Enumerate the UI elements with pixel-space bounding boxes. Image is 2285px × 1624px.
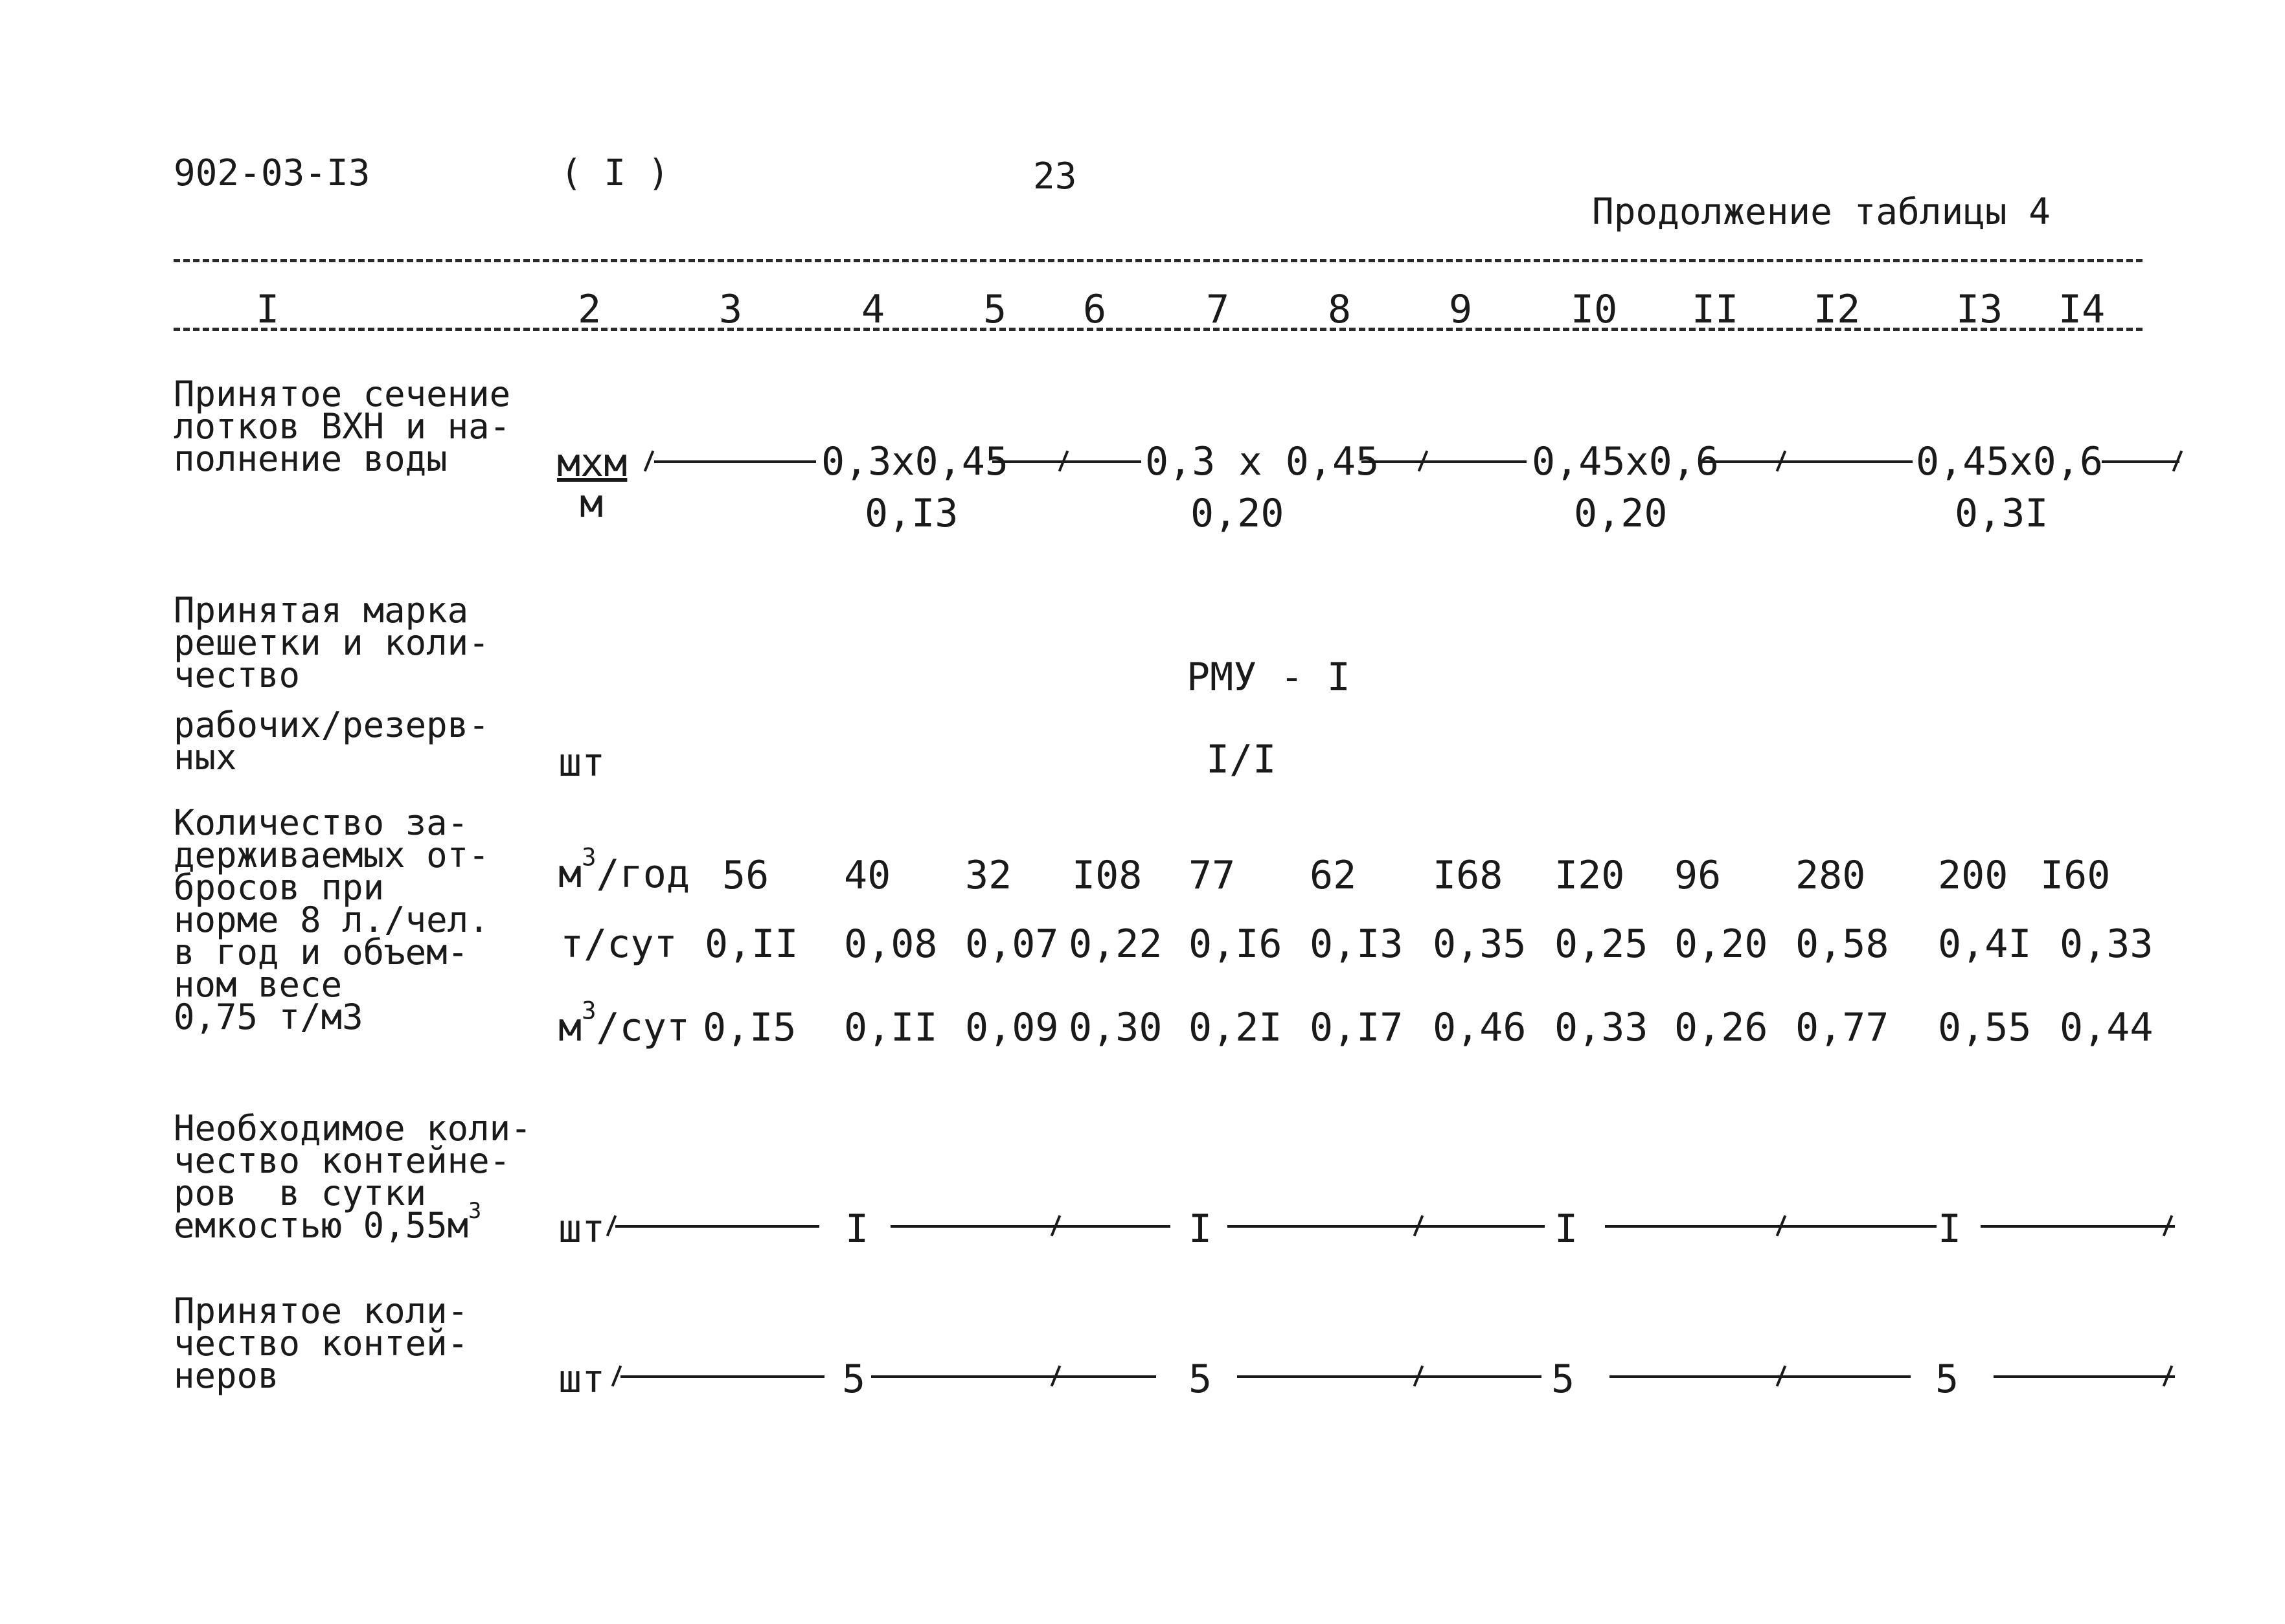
value-cell: I60 bbox=[2040, 853, 2111, 898]
section-size: 0,45х0,6 bbox=[1532, 439, 1719, 484]
grate-mark: РМУ - I bbox=[1187, 655, 1350, 700]
value-cell: 0,35 bbox=[1433, 921, 1527, 967]
grate-count: I/I bbox=[1206, 737, 1277, 782]
section-fill: 0,20 bbox=[1190, 491, 1284, 536]
unit-section-bottom: м bbox=[580, 481, 604, 526]
value-cell: 0,I5 bbox=[703, 1005, 797, 1050]
document-number: 902-03-I3 bbox=[174, 152, 370, 194]
range-line bbox=[1981, 1225, 2175, 1228]
value-cell: 0,I6 bbox=[1188, 921, 1282, 967]
range-tick bbox=[644, 450, 654, 471]
value-cell: 77 bbox=[1188, 853, 1236, 898]
page-number: 23 bbox=[1033, 155, 1077, 197]
range-line bbox=[2102, 460, 2179, 463]
unit-waste-ton: т/сут bbox=[560, 921, 677, 967]
value-cell: 0,30 bbox=[1069, 1005, 1163, 1050]
column-number: II bbox=[1692, 287, 1739, 332]
range-line bbox=[992, 460, 1141, 463]
unit-containers-needed: шт bbox=[558, 1206, 606, 1252]
value-cell: 200 bbox=[1938, 853, 2008, 898]
containers-accepted-value: 5 bbox=[1551, 1357, 1575, 1402]
range-line bbox=[620, 1375, 824, 1378]
value-cell: 0,I7 bbox=[1310, 1005, 1404, 1050]
unit-waste-m3: $м^3$/сут bbox=[558, 996, 690, 1050]
column-number: 6 bbox=[1083, 287, 1107, 332]
column-number: I2 bbox=[1813, 287, 1861, 332]
value-cell: 0,58 bbox=[1795, 921, 1889, 967]
volume-number: ( I ) bbox=[560, 152, 670, 194]
range-line bbox=[1361, 460, 1527, 463]
value-cell: 96 bbox=[1674, 853, 1722, 898]
containers-accepted-value: 5 bbox=[1935, 1357, 1959, 1402]
section-fill: 0,I3 bbox=[865, 491, 959, 536]
table-caption: Продолжение таблицы 4 bbox=[1592, 191, 2051, 233]
value-cell: 32 bbox=[965, 853, 1012, 898]
value-cell: 0,44 bbox=[2060, 1005, 2154, 1050]
value-cell: 0,II bbox=[705, 921, 799, 967]
value-cell: I08 bbox=[1072, 853, 1142, 898]
range-line bbox=[871, 1375, 1156, 1378]
column-number: 8 bbox=[1328, 287, 1352, 332]
range-line bbox=[1994, 1375, 2175, 1378]
row-label-containers-needed: Необходимое коли- чество контейне- ров в сутки емкостью $0,55м^3$ bbox=[174, 1108, 532, 1246]
value-cell: 62 bbox=[1310, 853, 1357, 898]
value-cell: 40 bbox=[844, 853, 891, 898]
column-number: 2 bbox=[578, 287, 602, 332]
column-number: I3 bbox=[1956, 287, 2003, 332]
value-cell: 0,25 bbox=[1554, 921, 1648, 967]
value-cell: 0,33 bbox=[1554, 1005, 1648, 1050]
value-cell: I68 bbox=[1433, 853, 1503, 898]
value-cell: 280 bbox=[1795, 853, 1866, 898]
containers-needed-value: I bbox=[1938, 1206, 1962, 1252]
unit-containers-accepted: шт bbox=[558, 1357, 606, 1402]
range-line bbox=[891, 1225, 1170, 1228]
value-cell: 0,I3 bbox=[1310, 921, 1404, 967]
column-number: 4 bbox=[861, 287, 885, 332]
value-cell: 0,2I bbox=[1188, 1005, 1282, 1050]
row-label-section: Принятое сечение лотков ВХН и на- полнение воды bbox=[174, 374, 511, 479]
section-size: 0,3 х 0,45 bbox=[1145, 439, 1380, 484]
value-cell: 0,55 bbox=[1938, 1005, 2032, 1050]
column-number: 7 bbox=[1206, 287, 1230, 332]
value-cell: 0,4I bbox=[1938, 921, 2032, 967]
column-number: 3 bbox=[719, 287, 743, 332]
containers-needed-value: I bbox=[1554, 1206, 1578, 1252]
row-label-grate-units: рабочих/резерв- ных bbox=[174, 705, 490, 778]
section-fill: 0,3I bbox=[1955, 491, 2049, 536]
value-cell: 0,09 bbox=[965, 1005, 1059, 1050]
range-line bbox=[615, 1225, 819, 1228]
column-number: I4 bbox=[2058, 287, 2106, 332]
containers-accepted-value: 5 bbox=[1188, 1357, 1212, 1402]
value-cell: 0,20 bbox=[1674, 921, 1768, 967]
containers-accepted-value: 5 bbox=[842, 1357, 866, 1402]
value-cell: 0,46 bbox=[1433, 1005, 1527, 1050]
range-line bbox=[1702, 460, 1913, 463]
header-divider-top bbox=[174, 259, 2143, 262]
value-cell: 0,33 bbox=[2060, 921, 2154, 967]
section-size: 0,45х0,6 bbox=[1916, 439, 2103, 484]
value-cell: 0,08 bbox=[844, 921, 938, 967]
range-line bbox=[1237, 1375, 1541, 1378]
range-line bbox=[654, 460, 816, 463]
unit-grate: шт bbox=[558, 740, 606, 785]
row-label-grate: Принятая марка решетки и коли- чество bbox=[174, 590, 490, 695]
column-number: I bbox=[256, 287, 280, 332]
unit-waste-year: $м^3$/год bbox=[558, 842, 690, 897]
value-cell: 56 bbox=[722, 853, 769, 898]
value-cell: 0,II bbox=[844, 1005, 938, 1050]
section-size: 0,3х0,45 bbox=[821, 439, 1008, 484]
value-cell: 0,26 bbox=[1674, 1005, 1768, 1050]
value-cell: I20 bbox=[1554, 853, 1625, 898]
value-cell: 0,22 bbox=[1069, 921, 1163, 967]
column-number: I0 bbox=[1571, 287, 1618, 332]
containers-needed-value: I bbox=[1188, 1206, 1212, 1252]
row-label-waste: Количество за- держиваемых от- бросов при норме 8 л./чел. в год и объем- ном весе 0,75 т/м3 bbox=[174, 802, 490, 1037]
unit-section-top: мхм bbox=[557, 440, 628, 486]
column-number: 9 bbox=[1449, 287, 1473, 332]
row-label-containers-accepted: Принятое коли- чество контей- неров bbox=[174, 1291, 469, 1396]
range-line bbox=[1605, 1225, 1937, 1228]
range-line bbox=[1227, 1225, 1545, 1228]
value-cell: 0,77 bbox=[1795, 1005, 1889, 1050]
range-line bbox=[1609, 1375, 1911, 1378]
column-number: 5 bbox=[983, 287, 1007, 332]
section-fill: 0,20 bbox=[1574, 491, 1668, 536]
containers-needed-value: I bbox=[845, 1206, 869, 1252]
value-cell: 0,07 bbox=[965, 921, 1059, 967]
